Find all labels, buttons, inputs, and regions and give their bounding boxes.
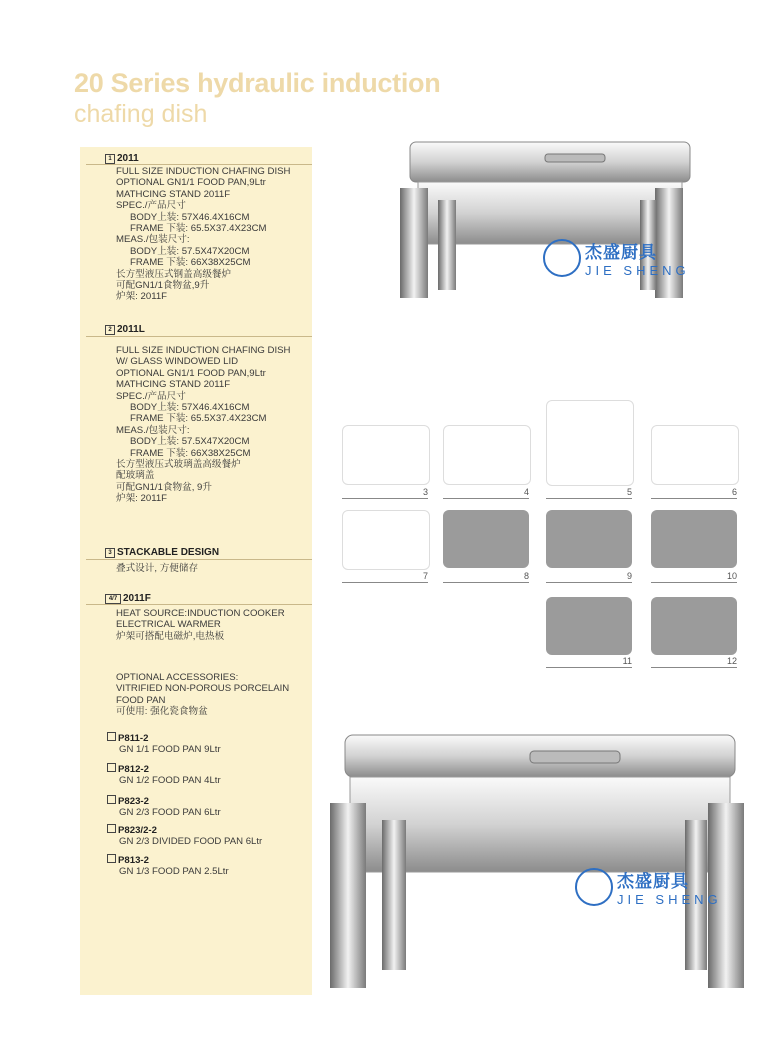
thumb-image <box>342 510 430 570</box>
spec-line: BODY上装: 57.5X47X20CM <box>130 245 250 257</box>
checkbox-icon <box>107 854 116 863</box>
divider <box>86 604 312 605</box>
checkbox-icon <box>107 763 116 772</box>
logo-en: JIE SHENG <box>585 263 690 278</box>
pan-item <box>107 824 262 847</box>
thumb-number: 12 <box>651 656 737 668</box>
spec-line: BODY上装: 57.5X47X20CM <box>130 436 250 448</box>
spec-line: OPTIONAL GN1/1 FOOD PAN,9Ltr <box>116 367 266 379</box>
spec-line: 长方型液压式玻璃盖高级餐炉 <box>116 459 241 471</box>
spec-line: VITRIFIED NON-POROUS PORCELAIN <box>116 683 290 695</box>
spec-line: BODY上装: 57X46.4X16CM <box>130 402 250 414</box>
pan-code: P823-2 <box>118 796 149 807</box>
spec-line: 炉架: 2011F <box>116 291 168 303</box>
item-code: 2011 <box>117 153 139 164</box>
spec-line: OPTIONAL GN1/1 FOOD PAN,9Ltr <box>116 177 266 189</box>
spec-line: FRAME 下装: 65.5X37.4X23CM <box>130 223 267 235</box>
pan-desc: GN 1/2 FOOD PAN 4Ltr <box>119 775 221 786</box>
item-code: 2011L <box>117 324 145 335</box>
spec-line: 可配GN1/1食物盆,9升 <box>116 280 210 292</box>
spec-line: SPEC./产品尺寸 <box>116 390 186 402</box>
pan-code: P823/2-2 <box>118 825 157 836</box>
brand-logo <box>543 238 690 278</box>
spec-line: FRAME 下装: 65.5X37.4X23CM <box>130 413 267 425</box>
pan-desc: GN 2/3 DIVIDED FOOD PAN 6Ltr <box>119 836 263 847</box>
cloud-logo-icon <box>575 868 613 906</box>
thumb-image <box>546 510 632 568</box>
spec-line: MATHCING STAND 2011F <box>116 379 231 391</box>
item-code: 2011F <box>123 593 151 604</box>
spec-line: OPTIONAL ACCESSORIES: <box>116 672 239 683</box>
spec-line: 配玻璃盖 <box>116 470 155 482</box>
thumb-image <box>443 510 529 568</box>
stackable-title: STACKABLE DESIGN <box>117 547 220 558</box>
logo-cn: 杰盛厨具 <box>617 872 689 891</box>
brand-logo <box>575 867 722 907</box>
item-number: 3 <box>105 548 115 558</box>
thumb-number: 9 <box>546 571 632 583</box>
pan-code: P812-2 <box>118 764 149 775</box>
divider <box>86 559 312 560</box>
thumb-number: 4 <box>443 487 529 499</box>
pan-code: P811-2 <box>118 733 149 744</box>
thumb-number: 3 <box>342 487 428 499</box>
spec-line: FULL SIZE INDUCTION CHAFING DISH <box>116 345 291 356</box>
spec-line: MATHCING STAND 2011F <box>116 188 231 200</box>
spec-line: 可使用: 强化瓷食物盆 <box>116 706 208 718</box>
logo-cn: 杰盛厨具 <box>585 243 657 262</box>
item-number: 2 <box>105 325 115 335</box>
thumb-number: 7 <box>342 571 428 583</box>
spec-line: 长方型液压式钢盖高级餐炉 <box>116 268 232 280</box>
chafing-dish-image-bottom <box>330 725 750 995</box>
divider <box>86 164 312 165</box>
thumb-image <box>651 510 737 568</box>
pan-code: P813-2 <box>118 855 149 866</box>
pan-desc: GN 1/3 FOOD PAN 2.5Ltr <box>119 866 229 877</box>
thumb-number: 10 <box>651 571 737 583</box>
thumb-image <box>546 597 632 655</box>
logo-en: JIE SHENG <box>617 892 722 907</box>
spec-line: FRAME 下装: 66X38X25CM <box>130 447 251 459</box>
spec-line: MEAS./包装尺寸: <box>116 424 190 436</box>
item-2-specs <box>116 345 290 505</box>
thumb-number: 5 <box>546 487 632 499</box>
spec-line: 炉架可搭配电磁炉,电热板 <box>116 630 225 642</box>
spec-line: 炉架: 2011F <box>116 493 168 505</box>
spec-line: BODY上装: 57X46.4X16CM <box>130 211 250 223</box>
pan-item <box>107 763 221 786</box>
pan-item <box>107 854 229 877</box>
spec-line: ELECTRICAL WARMER <box>116 619 221 631</box>
spec-line: W/ GLASS WINDOWED LID <box>116 356 239 368</box>
item-number: 1 <box>105 154 115 164</box>
thumb-image <box>342 425 430 485</box>
spec-line: SPEC./产品尺寸 <box>116 200 186 212</box>
item-1-header <box>105 153 139 164</box>
checkbox-icon <box>107 732 116 741</box>
spec-line: MEAS./包装尺寸: <box>116 234 190 246</box>
spec-line: FRAME 下装: 66X38X25CM <box>130 257 251 269</box>
pan-desc: GN 1/1 FOOD PAN 9Ltr <box>119 744 221 755</box>
item-1-specs <box>116 166 290 303</box>
divider <box>86 336 312 337</box>
checkbox-icon <box>107 824 116 833</box>
frame-specs <box>116 608 285 642</box>
spec-line: FOOD PAN <box>116 694 166 706</box>
pan-desc: GN 2/3 FOOD PAN 6Ltr <box>119 807 221 818</box>
thumb-image <box>651 425 739 485</box>
thumb-number: 11 <box>546 656 632 668</box>
thumb-number: 8 <box>443 571 529 583</box>
frame-header <box>105 593 151 604</box>
thumb-number: 6 <box>651 487 737 499</box>
stackable-cn: 叠式设计, 方便储存 <box>116 563 199 574</box>
chafing-dish-image-top <box>400 130 700 310</box>
stackable-header <box>105 547 219 558</box>
pan-item <box>107 795 221 818</box>
item-number: 4/7 <box>105 594 121 604</box>
spec-line: HEAT SOURCE:INDUCTION COOKER <box>116 608 285 619</box>
cloud-logo-icon <box>543 239 581 277</box>
spec-line: 可配GN1/1食物盆, 9升 <box>116 481 212 493</box>
thumb-image <box>546 400 634 486</box>
spec-line: FULL SIZE INDUCTION CHAFING DISH <box>116 166 291 177</box>
item-2-header <box>105 324 145 335</box>
thumb-image <box>651 597 737 655</box>
title-line-1: 20 Series hydraulic induction <box>74 68 441 98</box>
thumb-image <box>443 425 531 485</box>
pan-item <box>107 732 221 755</box>
accessories-block <box>116 672 289 718</box>
title-line-2: chafing dish <box>74 100 208 128</box>
checkbox-icon <box>107 795 116 804</box>
